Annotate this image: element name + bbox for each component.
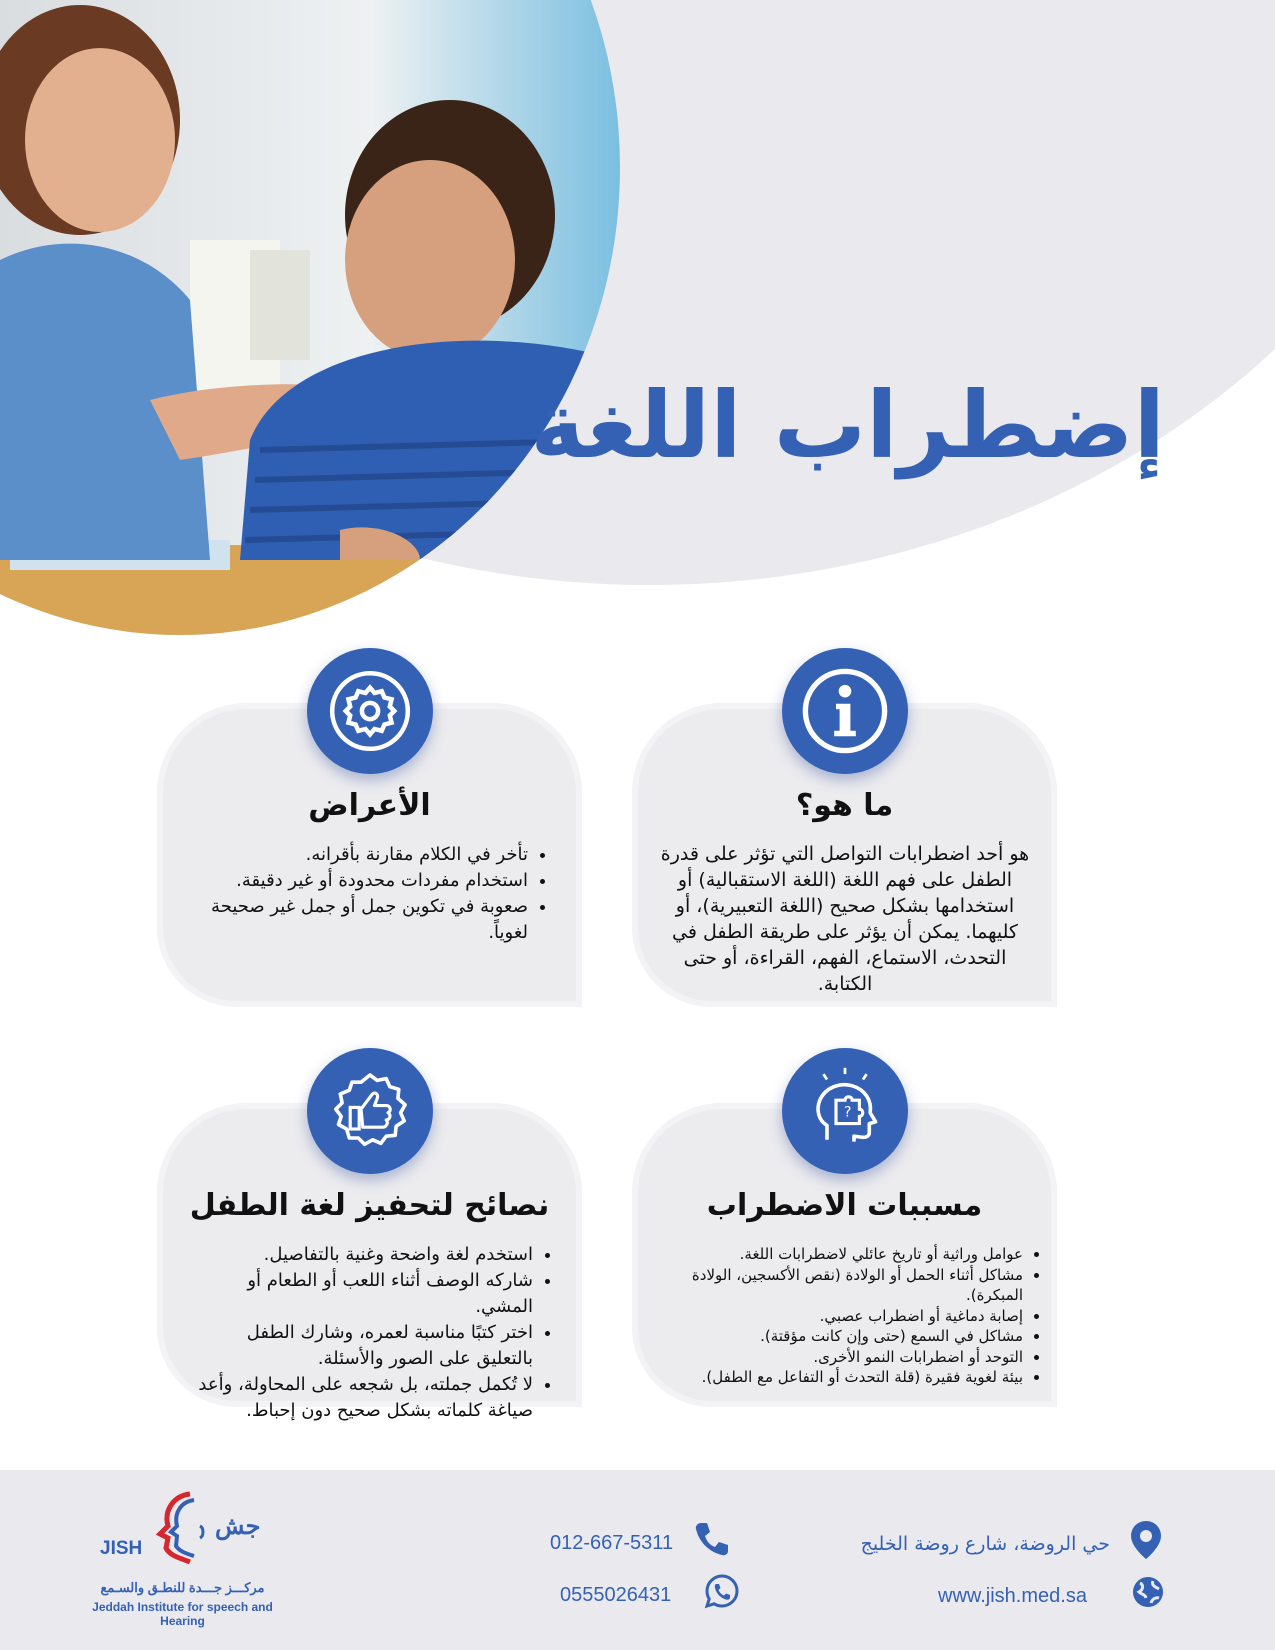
list-item: • التوحد أو اضطرابات النمو الأخرى. <box>650 1347 1023 1368</box>
globe-icon <box>1131 1575 1165 1609</box>
phone-icon <box>693 1520 731 1558</box>
list-item: • صعوبة في تكوين جمل أو جمل غير صحيحة لغوياً. <box>180 894 528 946</box>
logo-english-short: JISH <box>100 1538 143 1559</box>
list-item: • مشاكل أثناء الحمل أو الولادة (نقص الأكسجين، الولادة المبكرة). <box>650 1265 1023 1306</box>
card-causes-title: مسببات الاضطراب <box>706 1188 983 1223</box>
list-item: • شاركه الوصف أثناء اللعب أو الطعام أو المشي. <box>190 1268 533 1320</box>
card-what-line: هو أحد اضطرابات التواصل التي تؤثر على قدرة <box>660 843 1030 865</box>
list-item: • استخدام مفردات محدودة أو غير دقيقة. <box>180 868 528 894</box>
list-item: • بيئة لغوية فقيرة (قلة التحدث أو التفاعل مع الطفل). <box>650 1367 1023 1388</box>
card-what-line: التحدث، الاستماع، الفهم، القراءة، أو حتى <box>683 947 1007 969</box>
jish-logo-mark <box>150 1490 210 1570</box>
gear-icon <box>307 648 433 774</box>
footer-address: حي الروضة، شارع روضة الخليج <box>860 1533 1110 1555</box>
list-item: • استخدم لغة واضحة وغنية بالتفاصيل. <box>190 1242 533 1268</box>
card-what-line: كليهما. يمكن أن يؤثر على طريقة الطفل في <box>672 921 1018 943</box>
list-item: • لا تُكمل جملته، بل شجعه على المحاولة، وأعد صياغة كلماته بشكل صحيح دون إحباط. <box>190 1372 533 1424</box>
card-tips-list <box>190 1242 555 1424</box>
page-title: إضطراب اللغة <box>530 372 1165 479</box>
list-item: • إصابة دماغية أو اضطراب عصبي. <box>650 1306 1023 1327</box>
card-causes-list <box>650 1244 1045 1388</box>
teacher-and-boy-photo <box>0 0 620 635</box>
card-symptoms-title: الأعراض <box>308 788 431 823</box>
list-item: • اختر كتبًا مناسبة لعمره، وشارك الطفل بالتعليق على الصور والأسئلة. <box>190 1320 533 1372</box>
footer <box>0 1470 1275 1650</box>
footer-whatsapp[interactable]: 0555026431 <box>560 1584 672 1606</box>
card-what-body <box>645 841 1045 997</box>
footer-website[interactable]: www.jish.med.sa <box>938 1585 1087 1607</box>
location-pin-icon <box>1129 1519 1163 1561</box>
logo-english-name: Jeddah Institute for speech and Hearing <box>92 1600 273 1628</box>
thumbs-up-badge-icon <box>307 1048 433 1174</box>
puzzle-head-icon <box>782 1048 908 1174</box>
logo-arabic-name: مركـــز جـــدة للنطـق والسـمع <box>100 1580 265 1595</box>
card-tips-title: نصائح لتحفيز لغة الطفل <box>189 1188 550 1223</box>
info-icon <box>782 648 908 774</box>
card-what-title: ما هو؟ <box>795 788 894 823</box>
card-what-line: الطفل على فهم اللغة (اللغة الاستقبالية) أو <box>677 869 1013 891</box>
card-what-line: الكتابة. <box>817 973 873 995</box>
list-item: • مشاكل في السمع (حتى وإن كانت مؤقتة). <box>650 1326 1023 1347</box>
footer-phone[interactable]: 012-667-5311 <box>550 1532 674 1554</box>
whatsapp-icon <box>704 1573 740 1609</box>
card-what-line: استخدامها بشكل صحيح (اللغة التعبيرية)، أو <box>675 895 1015 917</box>
list-item: • تأخر في الكلام مقارنة بأقرانه. <box>180 842 528 868</box>
card-symptoms-list <box>180 842 550 946</box>
logo-arabic-short: جش <box>215 1513 261 1540</box>
list-item: • عوامل وراثية أو تاريخ عائلي لاضطرابات اللغة. <box>650 1244 1023 1265</box>
svg-text:?: ? <box>843 1104 852 1121</box>
